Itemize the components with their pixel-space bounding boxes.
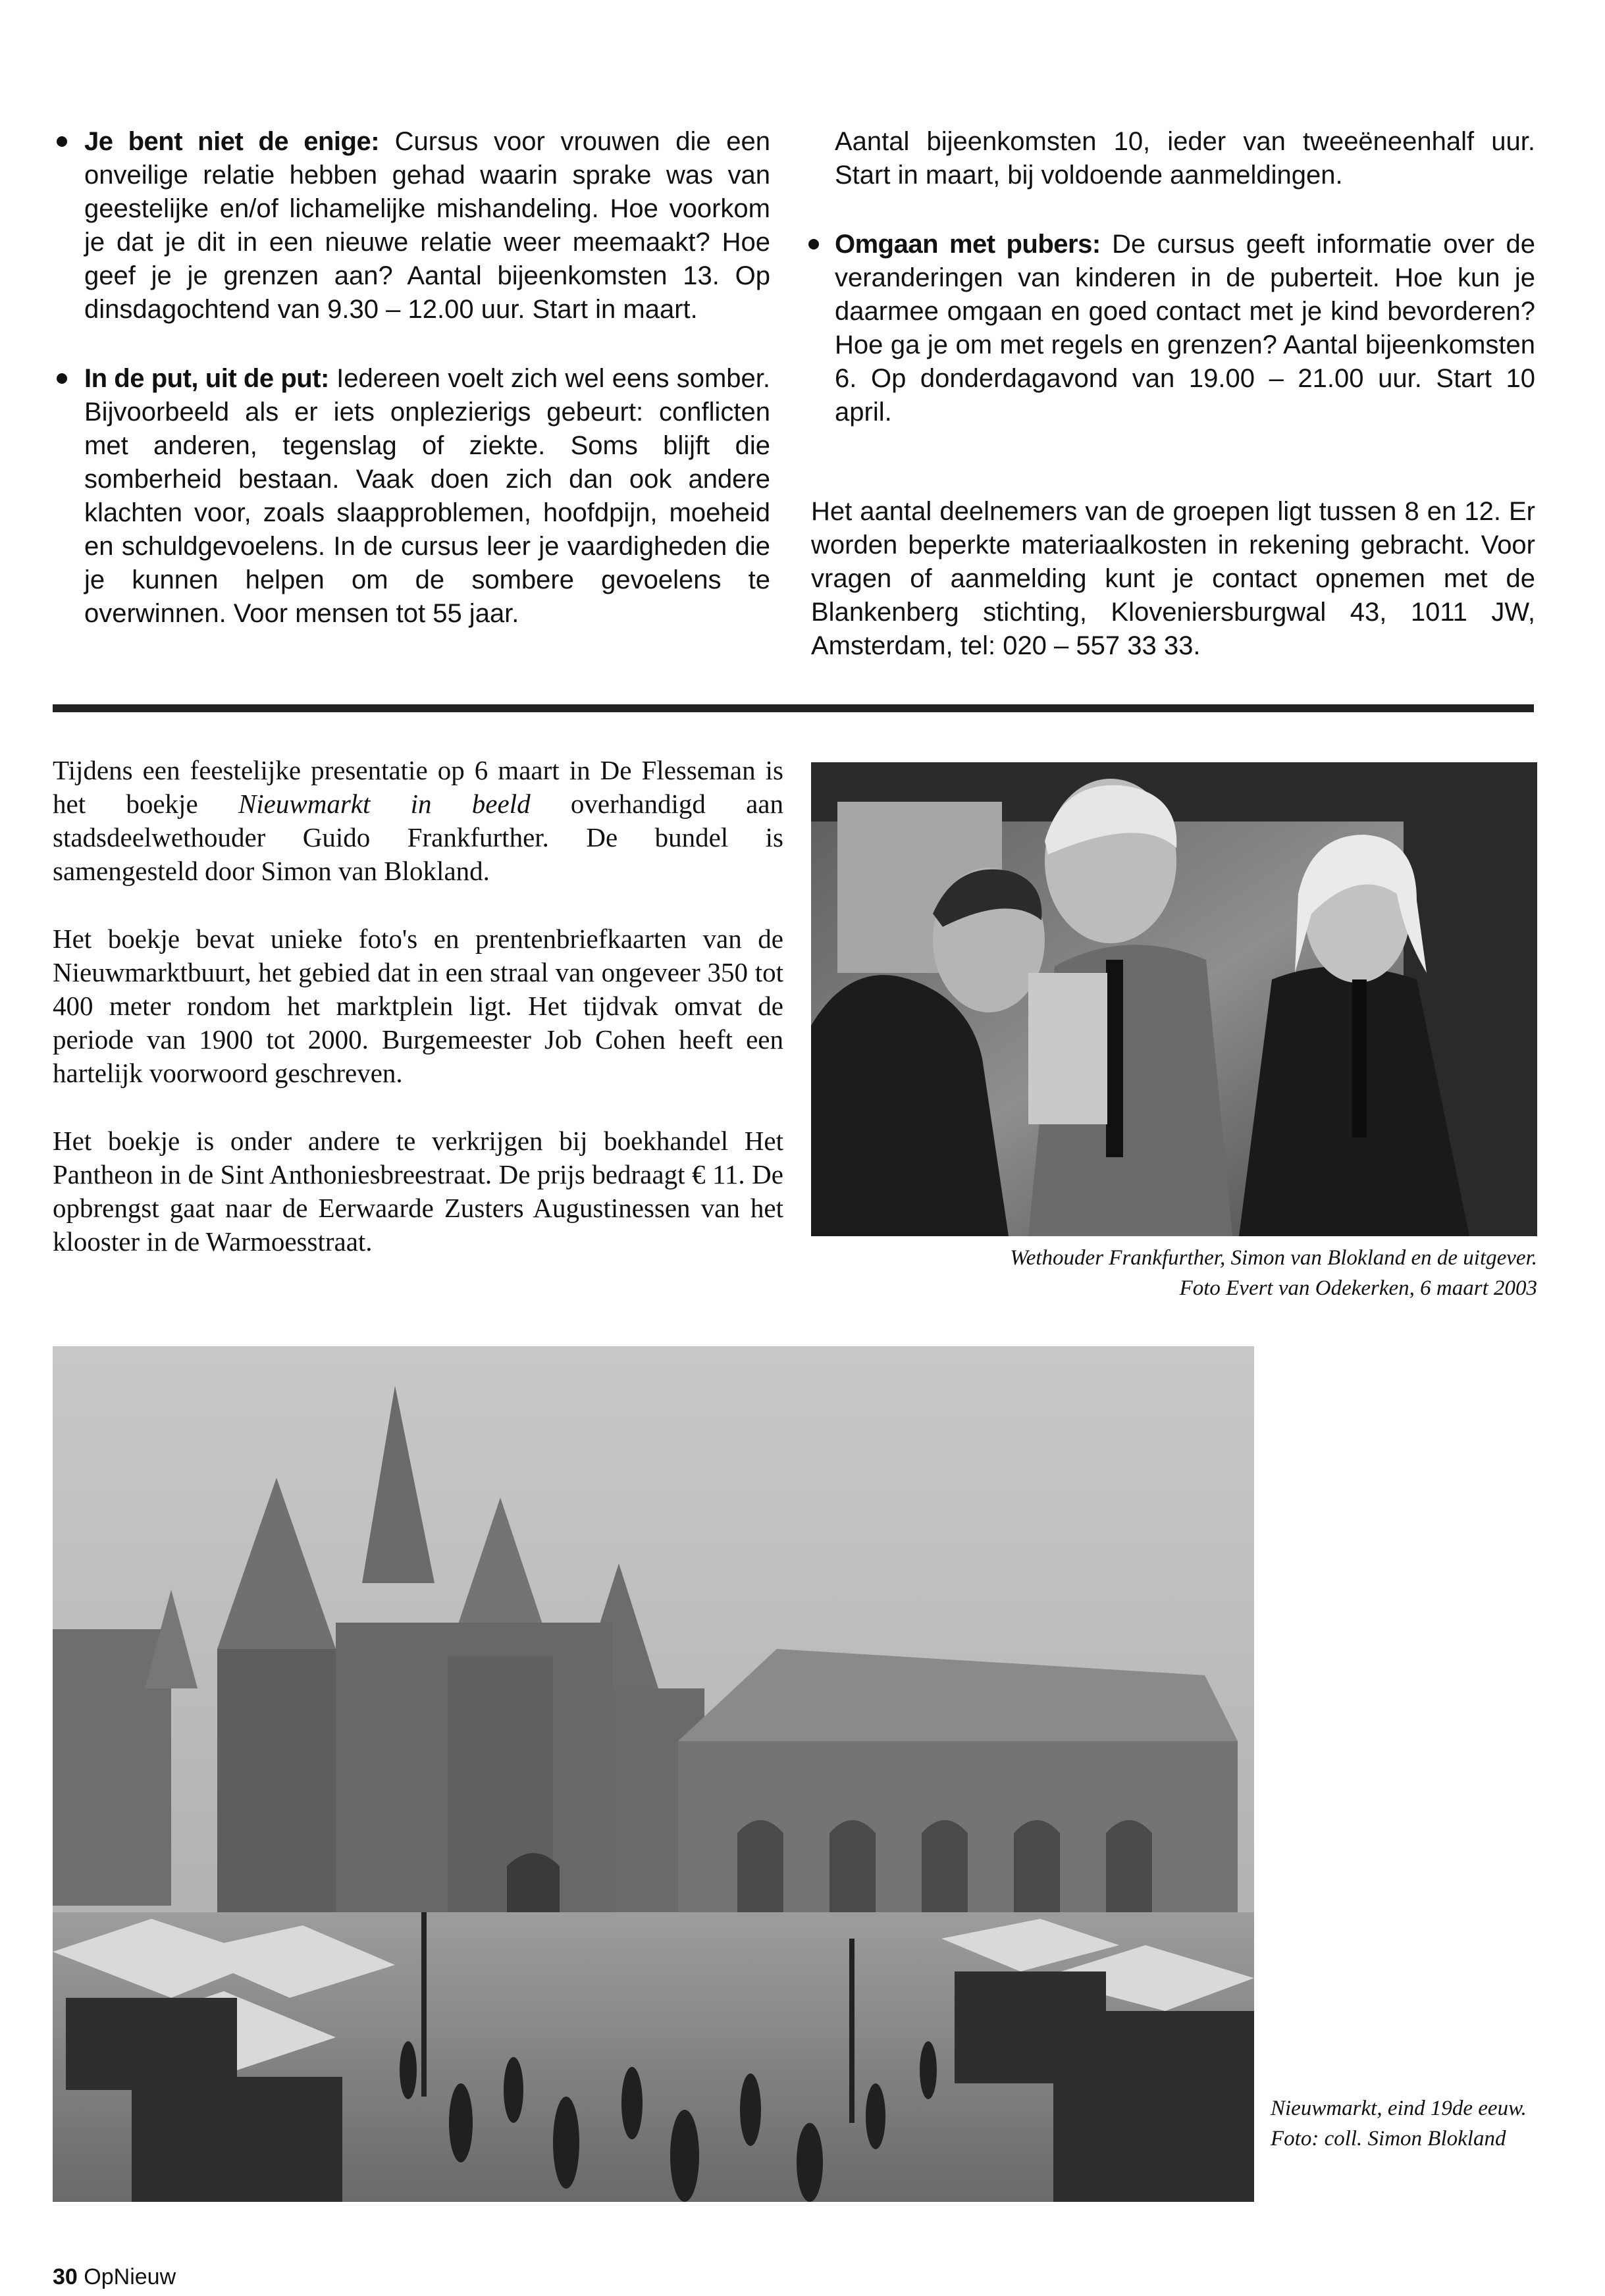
- course-item: [811, 228, 1535, 429]
- caption-line: Foto Evert van Odekerken, 6 maart 2003: [1179, 1276, 1537, 1300]
- presentation-photo-caption: [813, 1243, 1537, 1303]
- presentation-photo: [811, 762, 1537, 1236]
- bullet-icon: [808, 239, 819, 249]
- course-description: Iedereen voelt zich wel eens somber. Bijvoorbeeld als er iets onplezierigs gebeurt: conflicten met anderen, tegenslag of ziekte. Soms blijft die somberheid bestaan. Vaak doen zich dan ook andere klachten voor, zoals slaapproblemen, hoofdpijn, moeheid en schuldgevoelens. In de cursus leer je vaardigheden die je kunnen helpen om de sombere gevoelens te overwinnen. Voor mensen tot 55 jaar.: [84, 364, 770, 628]
- book-title: Nieuwmarkt in beeld: [238, 789, 531, 819]
- caption-line: Nieuwmarkt, eind 19de eeuw.: [1271, 2097, 1527, 2120]
- article-body: [53, 754, 783, 1293]
- presentation-photo-graphic: [811, 762, 1537, 1236]
- article-paragraph: Tijdens een feestelijke presentatie op 6 maart in De Flesseman is het boekje Nieuwmarkt in beeld overhandigd aan stadsdeelwethouder Guido Frankfurther. De bundel is samengesteld door Simon van Blokland.: [53, 755, 783, 886]
- article-paragraph: Het boekje is onder andere te verkrijgen bij boekhandel Het Pantheon in de Sint Anthoniesbreestraat. De prijs bedraagt € 11. De opbrengst gaat naar de Eerwaarde Zusters Augustinessen van het klooster in de Warmoesstraat.: [53, 1126, 783, 1257]
- course-item: [53, 362, 770, 631]
- caption-line: Wethouder Frankfurther, Simon van Blokland en de uitgever.: [1010, 1246, 1537, 1270]
- course-title: Je bent niet de enige:: [84, 127, 380, 156]
- caption-line: Foto: coll. Simon Blokland: [1271, 2127, 1506, 2151]
- nieuwmarkt-photo-caption: [1271, 2093, 1547, 2154]
- course-item: [53, 125, 770, 326]
- continuation-text: Aantal bijeenkomsten 10, ieder van tweeëneenhalf uur. Start in maart, bij voldoende aanmeldingen.: [835, 127, 1535, 190]
- section-divider: [53, 704, 1534, 712]
- right-column: [811, 125, 1535, 698]
- bullet-icon: [57, 373, 67, 384]
- page-footer: [53, 2264, 176, 2290]
- course-description: Cursus voor vrouwen die een onveilige relatie hebben gehad waarin sprake was van geestelijke en/of lichamelijke mishandeling. Hoe voorkom je dat je dit in een nieuwe relatie weer meemaakt? Hoe geef je je grenzen aan? Aantal bijeenkomsten 13. Op dinsdagochtend van 9.30 – 12.00 uur. Start in maart.: [84, 127, 771, 324]
- bullet-icon: [57, 136, 67, 147]
- nieuwmarkt-photo: [53, 1346, 1254, 2202]
- closing-text: Het aantal deelnemers van de groepen ligt tussen 8 en 12. Er worden beperkte materiaalkosten in rekening gebracht. Voor vragen of aanmelding kunt je contact opnemen met de Blankenberg stichting, Kloveniersburgwal 43, 1011 JW, Amsterdam, tel: 020 – 557 33 33.: [811, 497, 1535, 660]
- page-number: 30: [53, 2264, 78, 2289]
- magazine-name: OpNieuw: [84, 2264, 176, 2289]
- left-column: [53, 125, 770, 666]
- nieuwmarkt-photo-graphic: [53, 1346, 1254, 2202]
- course-description: De cursus geeft informatie over de veranderingen van kinderen in de puberteit. Hoe kun je daarmee omgaan en goed contact met je kind bevorderen? Hoe ga je om met regels en grenzen? Aantal bijeenkomsten 6. Op donderdagavond van 19.00 – 21.00 uur. Start 10 april.: [835, 230, 1536, 427]
- course-title: In de put, uit de put:: [84, 364, 329, 393]
- article-paragraph: Het boekje bevat unieke foto's en prentenbriefkaarten van de Nieuwmarktbuurt, het gebied dat in een straal van ongeveer 350 tot 400 meter rondom het marktplein ligt. Het tijdvak omvat de periode van 1900 tot 2000. Burgemeester Job Cohen heeft een hartelijk voorwoord geschreven.: [53, 924, 783, 1088]
- course-title: Omgaan met pubers:: [835, 230, 1101, 259]
